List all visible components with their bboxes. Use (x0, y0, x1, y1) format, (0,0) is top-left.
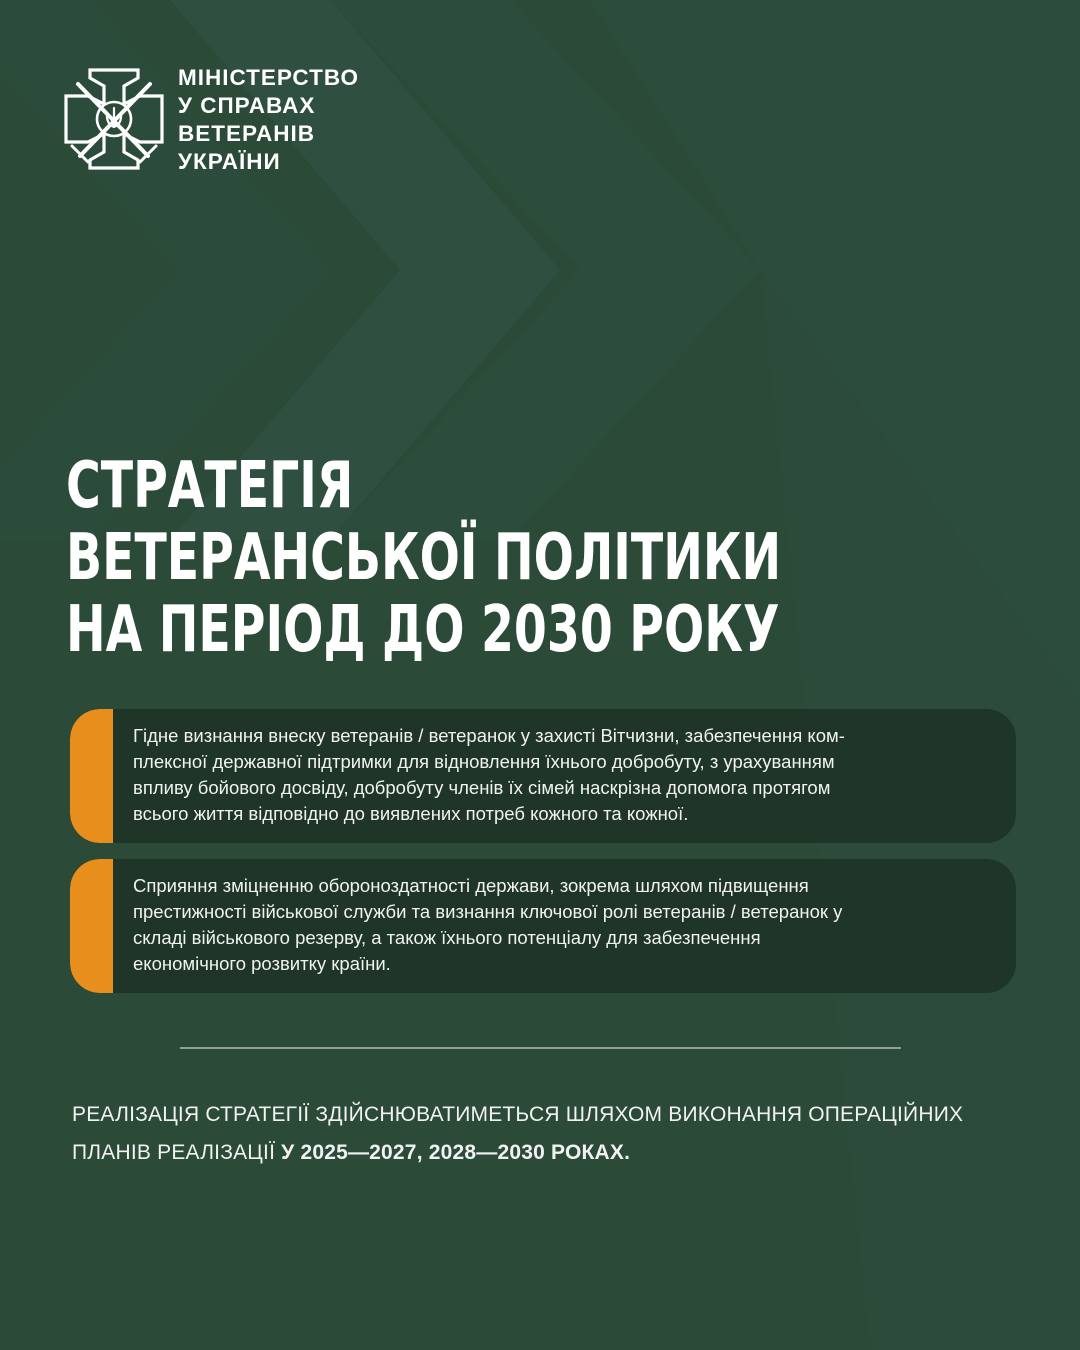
title-line-2: ВЕТЕРАНСЬКОЇ ПОЛІТИКИ (66, 521, 782, 595)
goal-2-line-3: складі військового резерву, а також їхнього потенціалу для забезпечення (133, 927, 761, 948)
goal-1-line-2: плексної державної підтримки для відновлення їхнього добробуту, з урахуванням (133, 751, 835, 772)
ministry-name (178, 64, 359, 176)
goal-1-line-3: впливу бойового досвіду, добробуту членів їх сімей наскрізна допомога протягом (133, 777, 831, 798)
goal-1-line-1: Гідне визнання внеску ветеранів / ветеранок у захисті Вітчизни, забезпечення ком- (133, 725, 845, 746)
page-title (66, 450, 781, 666)
goal-card-accent (70, 859, 113, 993)
ministry-name-line-2: У СПРАВАХ (178, 93, 316, 118)
ministry-name-line-3: ВЕТЕРАНІВ (178, 121, 316, 146)
implementation-note-line-1: РЕАЛІЗАЦІЯ СТРАТЕГІЇ ЗДІЙСНЮВАТИМЕТЬСЯ ШЛЯХОМ ВИКОНАННЯ ОПЕРАЦІЙНИХ (72, 1103, 964, 1126)
goal-1-line-4: всього життя відповідно до виявлених потреб кожного та кожної. (133, 803, 689, 824)
goal-card-text (133, 723, 998, 827)
implementation-note (72, 1096, 963, 1172)
goal-card-2 (70, 859, 1016, 993)
goal-card-1 (70, 709, 1016, 843)
implementation-note-plain: ПЛАНІВ РЕАЛІЗАЦІЇ (72, 1141, 282, 1164)
title-line-1: СТРАТЕГІЯ (66, 449, 354, 523)
implementation-note-years: У 2025—2027, 2028—2030 РОКАХ. (281, 1141, 631, 1164)
ministry-name-line-4: УКРАЇНИ (178, 149, 281, 174)
goal-card-text (133, 873, 998, 977)
goal-2-line-2: престижності військової служби та визнання ключової ролі ветеранів / ветеранок у (133, 901, 843, 922)
goal-2-line-1: Сприяння зміцненню обороноздатності держави, зокрема шляхом підвищення (133, 875, 809, 896)
title-line-3: НА ПЕРІОД ДО 2030 РОКУ (66, 593, 780, 667)
goal-card-accent (70, 709, 113, 843)
ministry-emblem-icon (62, 66, 166, 172)
goal-2-line-4: економічного розвитку країни. (133, 953, 391, 974)
implementation-note-line-2 (72, 1134, 963, 1172)
ministry-name-line-1: МІНІСТЕРСТВО (178, 65, 360, 90)
divider-line (180, 1047, 901, 1049)
